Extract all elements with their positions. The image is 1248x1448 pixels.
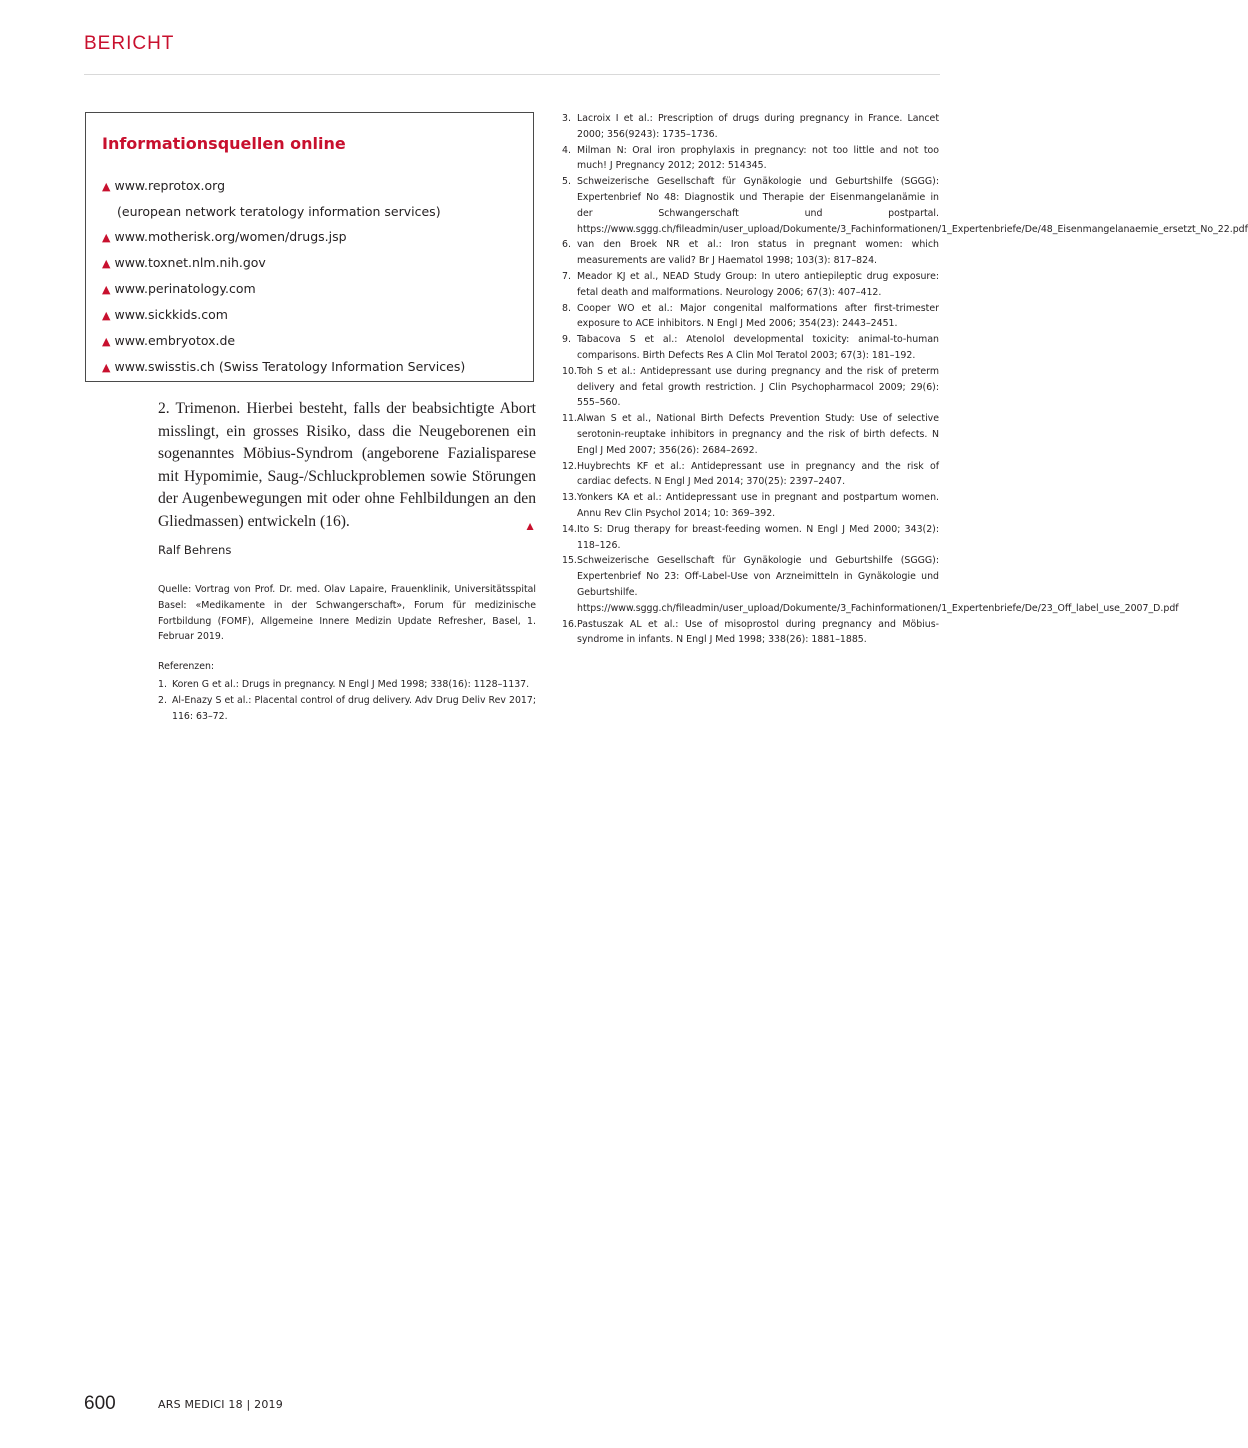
- references-list-right: [562, 111, 1248, 648]
- triangle-bullet-icon: ▲: [102, 309, 111, 322]
- source-link-sickkids[interactable]: ▲ www.sickkids.com: [102, 307, 228, 322]
- author-name: Ralf Behrens: [158, 543, 232, 557]
- info-sources-list: [102, 173, 465, 380]
- reference-item: 4. Milman N: Oral iron prophylaxis in pregnancy: not too little and not too much! J Pregnancy 2012; 2012: 514345.: [562, 144, 939, 172]
- end-of-article-icon: ▲: [524, 518, 536, 533]
- journal-issue: ARS MEDICI 18 | 2019: [158, 1398, 283, 1411]
- section-title: BERICHT: [84, 33, 175, 54]
- header-divider: [84, 74, 940, 75]
- reference-item: 5. Schweizerische Gesellschaft für Gynäkologie und Geburtshilfe (SGGG): Expertenbrief No 48: Diagnostik und Therapie der Eisenmangelanämie in der Schwangerschaft und postpartal. https://www.sggg.ch/fileadmin/user_upload/Dokumente/3_Fachinformationen/1_Expertenbriefe/De/48_Eisenmangelanaemie_ersetzt_No_22.pdf: [562, 176, 1248, 235]
- source-link-reprotox[interactable]: ▲ www.reprotox.org: [102, 178, 226, 193]
- reference-item: 1. Koren G et al.: Drugs in pregnancy. N Engl J Med 1998; 338(16): 1128–1137.: [158, 679, 530, 690]
- reference-item: 15. Schweizerische Gesellschaft für Gynäkologie und Geburtshilfe (SGGG): Expertenbrief No 23: Off-Label-Use von Arzneimitteln in Gynäkologie und Geburtshilfe. https://www.sggg.ch/fileadmin/user_upload/Dokumente/3_Fachinformationen/1_Expertenbriefe/De/23_Off_label_use_2007_D.pdf: [562, 555, 1179, 614]
- reference-item: 2. Al-Enazy S et al.: Placental control of drug delivery. Adv Drug Deliv Rev 2017; 116: 63–72.: [158, 694, 536, 722]
- source-link-swisstis[interactable]: ▲ www.swisstis.ch (Swiss Teratology Information Services): [102, 359, 466, 374]
- source-link-motherisk[interactable]: ▲ www.motherisk.org/women/drugs.jsp: [102, 229, 347, 244]
- triangle-bullet-icon: ▲: [102, 180, 111, 193]
- references-list-left: [158, 677, 536, 724]
- reference-item: 16. Pastuszak AL et al.: Use of misoprostol during pregnancy and Möbius-syndrome in infants. N Engl J Med 1998; 338(26): 1881–1885.: [562, 618, 939, 646]
- reference-item: 9. Tabacova S et al.: Atenolol developmental toxicity: animal-to-human comparisons. Birth Defects Res A Clin Mol Teratol 2003; 67(3): 181–192.: [562, 334, 939, 361]
- source-note: Quelle: Vortrag von Prof. Dr. med. Olav Lapaire, Frauenklinik, Universitätsspital Basel: «Medikamente in der Schwangerschaft», Forum für medizinische Fortbildung (FOMF), Allgemeine Innere Medizin Update Refresher, Basel, 1. Februar 2019.: [158, 584, 536, 643]
- reference-item: 10. Toh S et al.: Antidepressant use during pregnancy and the risk of preterm delivery and fetal growth restriction. J Clin Psychopharmacol 2009; 29(6): 555–560.: [562, 365, 939, 409]
- info-sources-box: [85, 112, 534, 382]
- source-link-perinatology[interactable]: ▲ www.perinatology.com: [102, 281, 256, 296]
- reference-item: 12. Huybrechts KF et al.: Antidepressant use in pregnancy and the risk of cardiac defects. N Engl J Med 2014; 370(25): 2397–2407.: [562, 460, 939, 488]
- reference-item: 7. Meador KJ et al., NEAD Study Group: In utero antiepileptic drug exposure: fetal death and malformations. Neurology 2006; 67(3): 407–412.: [562, 270, 939, 298]
- source-link-toxnet[interactable]: ▲ www.toxnet.nlm.nih.gov: [102, 255, 266, 270]
- source-description: (european network teratology information services): [117, 204, 441, 219]
- info-box-title: Informationsquellen online: [102, 134, 346, 153]
- triangle-bullet-icon: ▲: [102, 361, 111, 374]
- triangle-bullet-icon: ▲: [102, 335, 111, 348]
- page-number: 600: [84, 1393, 116, 1414]
- references-heading: Referenzen:: [158, 661, 215, 672]
- reference-item: 11. Alwan S et al., National Birth Defects Prevention Study: Use of selective serotonin-reuptake inhibitors in pregnancy and the risk of birth defects. N Engl J Med 2007; 356(26): 2684–2692.: [562, 413, 939, 456]
- reference-item: 14. Ito S: Drug therapy for breast-feeding women. N Engl J Med 2000; 343(2): 118–126.: [562, 523, 939, 551]
- triangle-bullet-icon: ▲: [102, 283, 111, 296]
- reference-item: 6. van den Broek NR et al.: Iron status in pregnant women: which measurements are valid? Br J Haematol 1998; 103(3): 817–824.: [562, 239, 939, 267]
- triangle-bullet-icon: ▲: [102, 257, 111, 270]
- reference-item: 13. Yonkers KA et al.: Antidepressant use in pregnant and postpartum women. Annu Rev Clin Psychol 2014; 10: 369–392.: [562, 492, 939, 519]
- body-paragraph: 2. Trimenon. Hierbei besteht, falls der beabsichtigte Abort misslingt, ein grosses Risiko, dass die Neugeborenen ein sogenanntes Möbius-Syndrom (angeborene Fazialisparese mit Hypomimie, Saug-/Schluckproblemen sowie Störungen der Augenbewegungen mit oder ohne Fehlbildungen an den Gliedmassen) entwickeln (16). ▲: [158, 398, 536, 538]
- source-link-embryotox[interactable]: ▲ www.embryotox.de: [102, 333, 236, 348]
- reference-item: 3. Lacroix I et al.: Prescription of drugs during pregnancy in France. Lancet 2000; 356(9243): 1735–1736.: [562, 113, 939, 140]
- reference-item: 8. Cooper WO et al.: Major congenital malformations after first-trimester exposure to ACE inhibitors. N Engl J Med 2006; 354(23): 2443–2451.: [562, 302, 939, 330]
- triangle-bullet-icon: ▲: [102, 231, 111, 244]
